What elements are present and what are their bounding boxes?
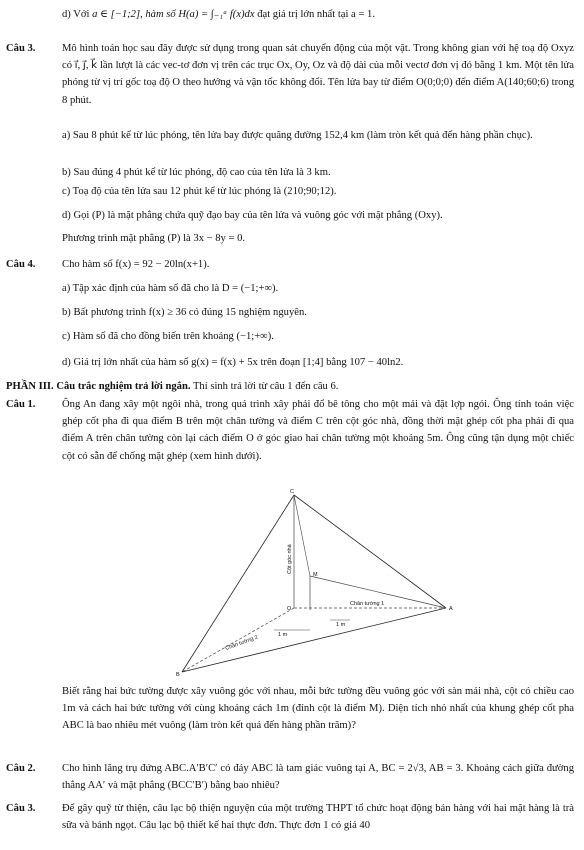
p3q2-label: Câu 2. xyxy=(6,763,36,774)
p3q1-after: Biết rằng hai bức tường được xây vuông góc với nhau, mỗi bức tường đều vuông góc với sàn mái nhà, cột có chiều cao 1m và cách hai bức tường với cùng khoảng cách 1m (đỉnh cột là điểm M). Diện tích nhỏ nhất của khung ghép cốt pha ABC là bao nhiêu mét vuông (làm tròn kết quả đến hàng phần trăm)? xyxy=(62,686,574,732)
label-column: Cột góc nhà xyxy=(287,544,293,574)
q3-option-d-line1: d) Gọi (P) là mặt phẳng chứa quỹ đạo bay của tên lửa và vuông góc với mặt phẳng (Oxy). xyxy=(62,210,443,221)
p3q3-label: Câu 3. xyxy=(6,803,36,814)
wall-2-line xyxy=(182,608,294,672)
label-wall-2: Chân tường 2 xyxy=(224,634,259,652)
p3q2-text: Cho hình lăng trụ đứng ABC.A′B′C′ có đáy ABC là tam giác vuông tại A, BC = 2√3, AB = 3. Khoảng cách giữa đường thẳng AA′ và mặt phẳng (BCC′B′) bằng bao nhiêu? xyxy=(62,763,574,792)
p3q1-label: Câu 1. xyxy=(6,399,36,410)
top-item-prefix: d) Với xyxy=(62,9,93,20)
part3-instruction: Thí sinh trả lời từ câu 1 đến câu 6. xyxy=(190,381,339,392)
q4-option-d: d) Giá trị lớn nhất của hàm số g(x) = f(x) + 5x trên đoạn [1;4] bằng 107 − 40ln2. xyxy=(62,357,404,368)
p3q3-text: Để gây quỹ từ thiện, câu lạc bộ thiện nguyện của một trường THPT tổ chức hoạt động bán hàng với hai mặt hàng là trà sữa và bánh ngọt. Câu lạc bộ thiết kế hai thực đơn. Thực đơn 1 có giá 40 xyxy=(62,803,574,832)
label-one-m-b: 1 m xyxy=(336,622,346,628)
label-B: B xyxy=(176,672,180,678)
roof-diagram xyxy=(170,484,470,679)
q3-option-b: b) Sau đúng 4 phút kể từ lúc phóng, độ cao của tên lửa là 3 km. xyxy=(62,167,331,178)
q3-option-d-line2: Phương trình mặt phẳng (P) là 3x − 8y = 0. xyxy=(62,233,246,244)
q4-option-a: a) Tập xác định của hàm số đã cho là D = (−1;+∞). xyxy=(62,283,279,294)
label-wall-1: Chân tường 1 xyxy=(350,601,385,607)
label-A: A xyxy=(449,606,453,612)
part3-title: PHẦN III. Câu trắc nghiệm trả lời ngắn. xyxy=(6,381,191,392)
top-item-suffix: đạt giá trị lớn nhất tại a = 1. xyxy=(254,9,375,20)
edge-BA xyxy=(182,608,446,672)
line-MC xyxy=(294,495,310,576)
roof-figure xyxy=(170,484,470,679)
q4-label: Câu 4. xyxy=(6,259,36,270)
label-O: O xyxy=(287,606,292,612)
p3q1-intro: Ông An đang xây một ngôi nhà, trong quá trình xây phải đổ bê tông cho một mái và đặt lợp ngói. Ông tính toán việc ghép cốt pha đi qua điểm B trên một chân tường và điểm C trên cột góc nhà, đồng thời mặt ghép cốt pha phải đi qua điểm A trên chân tường còn lại cách điểm O ở góc giao hai chân tường một khoảng 5m. Ông cũng tận dụng một chiếc cột có sẵn để chống mặt ghép (xem hình dưới). xyxy=(62,399,574,462)
q3-label: Câu 3. xyxy=(6,43,36,54)
top-item-d xyxy=(62,6,574,23)
q3-option-a: a) Sau 8 phút kể từ lúc phóng, tên lửa bay được quãng đường 152,4 km (làm tròn kết quả đến hàng phần chục). xyxy=(62,130,533,141)
edge-CA xyxy=(294,495,446,608)
q4-option-b: b) Bất phương trình f(x) ≥ 36 có đúng 15 nghiệm nguyên. xyxy=(62,307,307,318)
label-M: M xyxy=(313,572,318,578)
q4-option-c: c) Hàm số đã cho đồng biến trên khoảng (−1;+∞). xyxy=(62,331,274,342)
q3-intro: Mô hình toán học sau đây được sử dụng trong quan sát chuyển động của một vật. Trong không gian với hệ toạ độ Oxyz có i⃗, j⃗, k⃗ lần lượt là các vec-tơ đơn vị trên các trục Ox, Oy, Oz và độ dài của mỗi vectơ đơn vị đó bằng 1 km. Một tên lửa phóng từ vị trí gốc toạ độ O theo hướng và vận tốc không đổi. Tên lửa bay từ điểm O(0;0;0) đến điểm A(140;60;6) trong 8 phút. xyxy=(62,43,574,106)
q4-intro: Cho hàm số f(x) = 92 − 20ln(x+1). xyxy=(62,259,210,270)
q3-option-c: c) Toạ độ của tên lửa sau 12 phút kể từ lúc phóng là (210;90;12). xyxy=(62,186,337,197)
label-C: C xyxy=(290,489,294,495)
part3-heading xyxy=(6,378,584,395)
top-item-math: a ∈ [−1;2], hàm số H(a) = ∫₋₁ᵃ f(x)dx xyxy=(92,9,255,20)
label-one-m-a: 1 m xyxy=(278,632,288,638)
